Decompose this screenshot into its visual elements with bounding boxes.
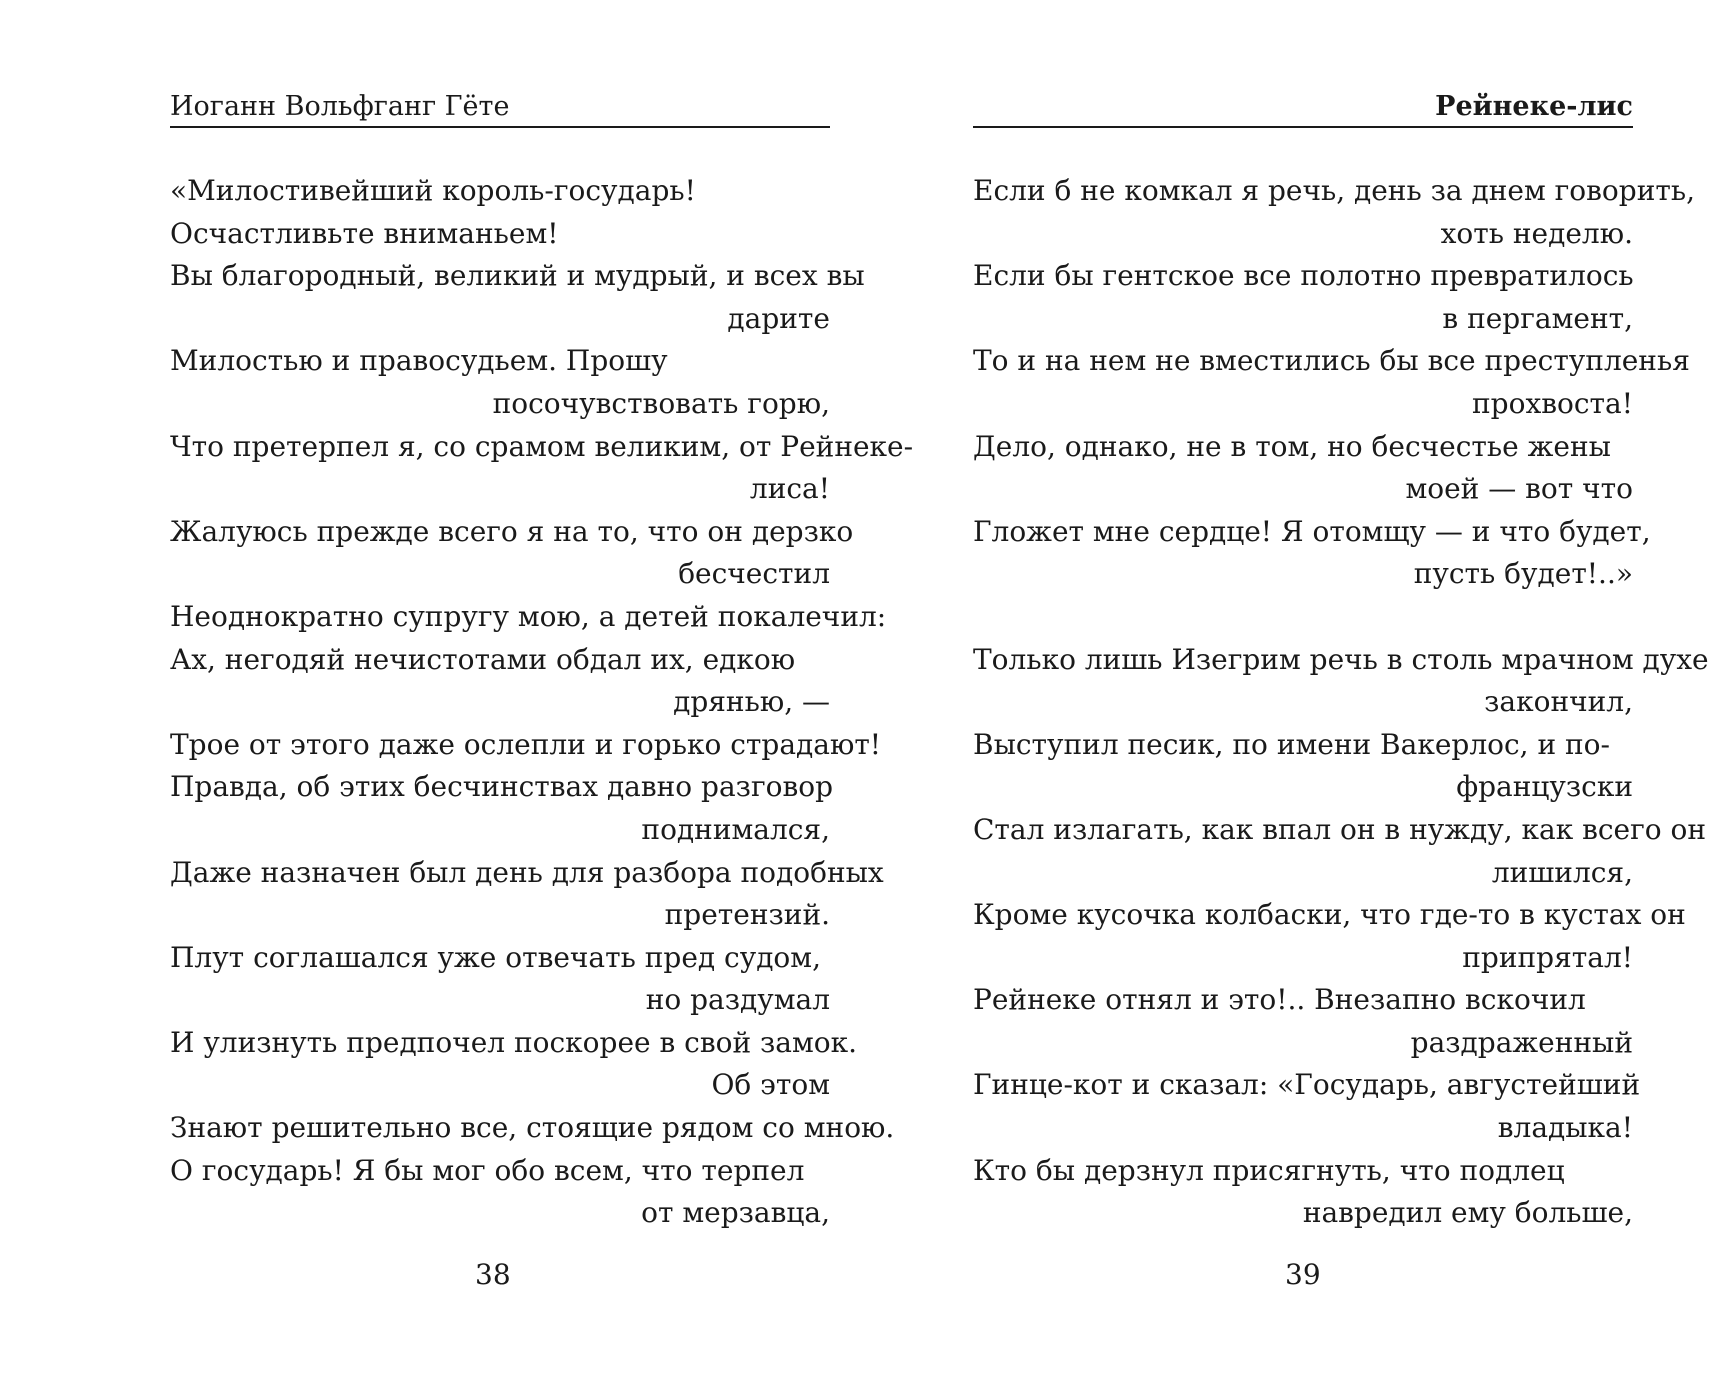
- verse-line-continuation: французски: [1456, 770, 1633, 804]
- verse-line: Знают решительно все, стоящие рядом со мною.: [170, 1111, 895, 1145]
- verse-line: Если б не комкал я речь, день за днем говорить,: [973, 174, 1695, 207]
- verse-line: Ах, негодяй нечистотами обдал их, едкою: [170, 642, 796, 676]
- verse-block-right: [973, 170, 1709, 1235]
- verse-line-continuation: но раздумал: [645, 983, 830, 1017]
- verse-line-continuation: дрянью, —: [673, 685, 830, 719]
- page-number-left: 38: [475, 1258, 511, 1291]
- verse-line-continuation: Об этом: [711, 1068, 830, 1102]
- verse-line-continuation: закончил,: [1484, 685, 1633, 719]
- running-head-title: Рейнеке-лис: [973, 90, 1633, 128]
- verse-line: Стал излагать, как впал он в нужду, как всего он: [973, 812, 1707, 846]
- verse-line: Плут соглашался уже отвечать пред судом,: [170, 940, 821, 974]
- verse-line-continuation: претензий.: [664, 898, 830, 932]
- verse-line-continuation: поднимался,: [641, 812, 830, 846]
- verse-line: И улизнуть предпочел поскорее в свой замок.: [170, 1025, 858, 1059]
- verse-line-continuation: прохвоста!: [1472, 386, 1633, 420]
- verse-line: Только лишь Изегрим речь в столь мрачном духе: [973, 642, 1709, 676]
- verse-line: Кроме кусочка колбаски, что где-то в кустах он: [973, 898, 1686, 932]
- verse-line: Жалуюсь прежде всего я на то, что он дерзко: [170, 514, 854, 548]
- verse-line-continuation: лиса!: [749, 472, 830, 506]
- verse-line: Выступил песик, по имени Вакерлос, и по-: [973, 727, 1610, 761]
- verse-line-continuation: дарите: [727, 301, 830, 335]
- verse-line: Даже назначен был день для разбора подобных: [170, 855, 884, 889]
- verse-line: Рейнеке отнял и это!.. Внезапно вскочил: [973, 983, 1586, 1017]
- verse-line-continuation: раздраженный: [1410, 1025, 1633, 1059]
- verse-line: Гинце-кот и сказал: «Государь, августейший: [973, 1068, 1641, 1102]
- verse-line: Кто бы дерзнул присягнуть, что подлец: [973, 1153, 1565, 1187]
- verse-line-continuation: навредил ему больше,: [1302, 1196, 1633, 1230]
- verse-line: То и на нем не вместились бы все преступленья: [973, 344, 1690, 378]
- verse-line: Если бы гентское все полотно превратилось: [973, 259, 1634, 293]
- verse-line: Милостью и правосудьем. Прошу: [170, 344, 668, 378]
- verse-line-continuation: бесчестил: [678, 557, 830, 591]
- verse-line-continuation: припрятал!: [1462, 940, 1633, 974]
- verse-line-continuation: владыка!: [1497, 1111, 1633, 1145]
- verse-line: Дело, однако, не в том, но бесчестье жены: [973, 429, 1611, 463]
- stanza-break: [973, 596, 1633, 639]
- verse-line: Трое от этого даже ослепли и горько страдают!: [170, 727, 882, 761]
- verse-line: Осчастливьте вниманьем!: [170, 216, 559, 250]
- verse-line: Неоднократно супругу мою, а детей покалечил:: [170, 599, 887, 633]
- verse-line-continuation: пусть будет!..»: [1413, 557, 1633, 591]
- verse-line: О государь! Я бы мог обо всем, что терпел: [170, 1153, 805, 1187]
- verse-line-continuation: хоть неделю.: [1440, 216, 1633, 250]
- verse-line-continuation: лишился,: [1491, 855, 1633, 889]
- verse-line: Гложет мне сердце! Я отомщу — и что будет,: [973, 514, 1651, 548]
- verse-line: Вы благородный, великий и мудрый, и всех вы: [170, 259, 865, 293]
- page-number-right: 39: [1285, 1258, 1321, 1291]
- verse-line: Правда, об этих бесчинствах давно разговор: [170, 770, 834, 804]
- running-head-author: Иоганн Вольфганг Гёте: [170, 90, 830, 128]
- verse-line-continuation: моей — вот что: [1405, 472, 1633, 506]
- verse-line: «Милостивейший король-государь!: [170, 174, 696, 207]
- verse-line-continuation: от мерзавца,: [641, 1196, 830, 1230]
- verse-line-continuation: посочувствовать горю,: [492, 386, 830, 420]
- verse-line-continuation: в пергамент,: [1442, 301, 1633, 335]
- verse-block-left: [170, 170, 914, 1235]
- verse-line: Что претерпел я, со срамом великим, от Рейнеке-: [170, 429, 914, 463]
